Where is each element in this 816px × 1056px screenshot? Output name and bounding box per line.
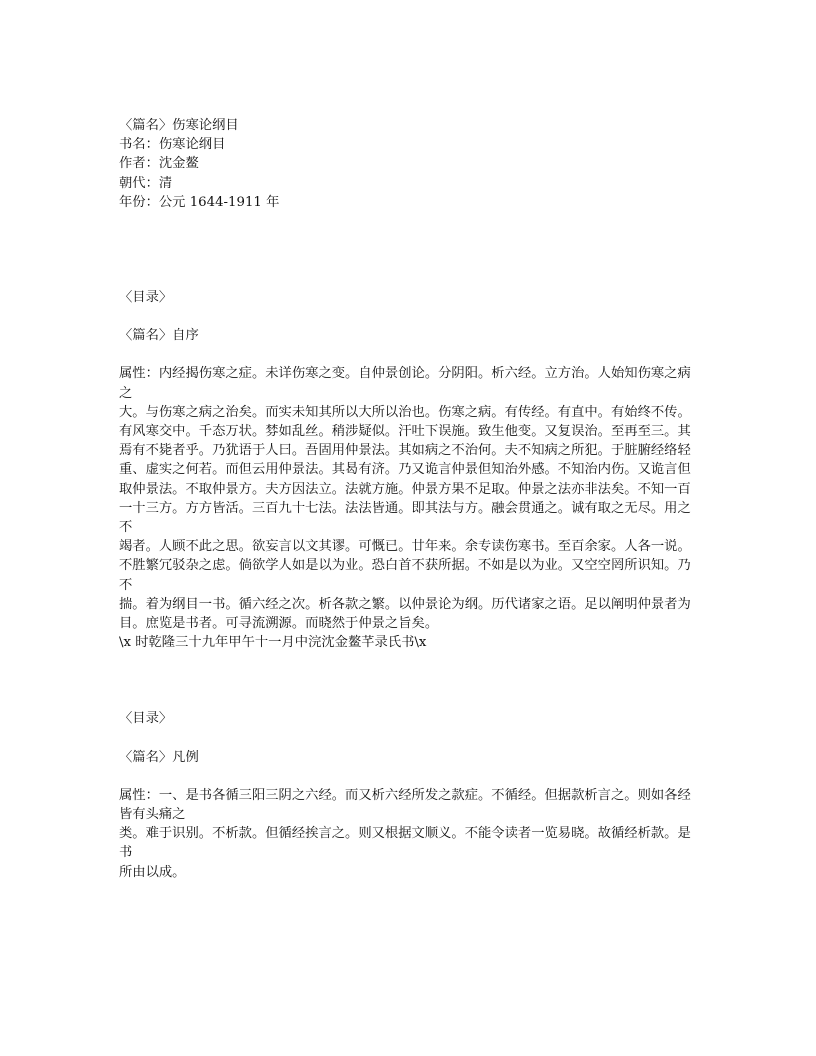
spacer xyxy=(119,212,699,269)
spacer xyxy=(119,269,699,288)
body-line: 不胜繁冗驳杂之虑。倘欲学人如是以为业。恐白首不获所据。不如是以为业。又空空罔所识知。乃不 xyxy=(119,558,691,593)
spacer xyxy=(119,307,699,326)
section-title: 〈篇名〉自序 xyxy=(119,328,199,344)
signature-line: \x 时乾隆三十九年甲午十一月中浣沈金鳌芊录氏书\x xyxy=(119,635,427,651)
toc-heading: 〈目录〉 xyxy=(119,290,173,306)
toc-heading: 〈目录〉 xyxy=(119,711,173,727)
body-line: 揣。着为纲目一书。循六经之次。析各款之繁。以仲景论为纲。历代诸家之语。足以阐明仲景者为 xyxy=(119,596,691,612)
body-line: 属性：一、是书各循三阳三阴之六经。而又析六经所发之款症。不循经。但据款析言之。则如各经皆有头痛之 xyxy=(119,787,691,823)
author: 作者：沈金鳌 xyxy=(119,156,199,172)
spacer xyxy=(119,729,699,748)
section-preface xyxy=(119,288,699,652)
section-body xyxy=(119,364,699,652)
spacer xyxy=(119,345,699,364)
document-page xyxy=(119,116,699,882)
year: 年份：公元 1644-1911 年 xyxy=(119,194,280,210)
body-line: 所由以成。 xyxy=(119,864,186,880)
body-line: 重、虚实之何若。而但云用仲景法。其曷有济。乃又诡言仲景但知治外感。不知治内伤。又诡言但 xyxy=(119,462,691,478)
section-title: 〈篇名〉凡例 xyxy=(119,749,199,765)
spacer xyxy=(119,767,699,786)
body-line: 竭者。人顾不此之思。欲妄言以文其谬。可慨已。廿年来。余专读伤寒书。至百余家。人各一说。 xyxy=(119,539,691,555)
body-line: 一十三方。方方皆活。三百九十七法。法法皆通。即其法与方。融会贯通之。诚有取之无尽。用之不 xyxy=(119,500,691,536)
body-line: 大。与伤寒之病之治矣。而实未知其所以大所以治也。伤寒之病。有传经。有直中。有始终不传。 xyxy=(119,404,691,420)
spacer xyxy=(119,652,699,709)
body-line: 类。难于识别。不析款。但循经挨言之。则又根据文顺义。不能令读者一览易晓。故循经析款。是书 xyxy=(119,826,691,861)
title-line: 〈篇名〉伤寒论纲目 xyxy=(119,118,239,133)
body-line: 目。庶览是书者。可寻流溯源。而晓然于仲景之旨矣。 xyxy=(119,616,439,632)
book-name: 书名：伤寒论纲目 xyxy=(119,137,226,153)
body-line: 焉有不毙者乎。乃犹语于人曰。吾固用仲景法。其如病之不治何。夫不知病之所犯。于脏腑经络轻 xyxy=(119,443,691,459)
section-body xyxy=(119,786,699,882)
body-line: 取仲景法。不取仲景方。夫方因法立。法就方施。仲景方果不足取。仲景之法亦非法矣。不知一百 xyxy=(119,481,691,497)
document-header xyxy=(119,116,699,212)
body-line: 属性：内经揭伤寒之症。未详伤寒之变。自仲景创论。分阴阳。析六经。立方治。人始知伤寒之病之 xyxy=(119,366,691,401)
body-line: 有风寒交中。千态万状。棼如乱丝。稍涉疑似。汗吐下误施。致生他变。又复误治。至再至三。其 xyxy=(119,424,691,440)
dynasty: 朝代：清 xyxy=(119,175,173,191)
section-guidelines xyxy=(119,709,699,881)
